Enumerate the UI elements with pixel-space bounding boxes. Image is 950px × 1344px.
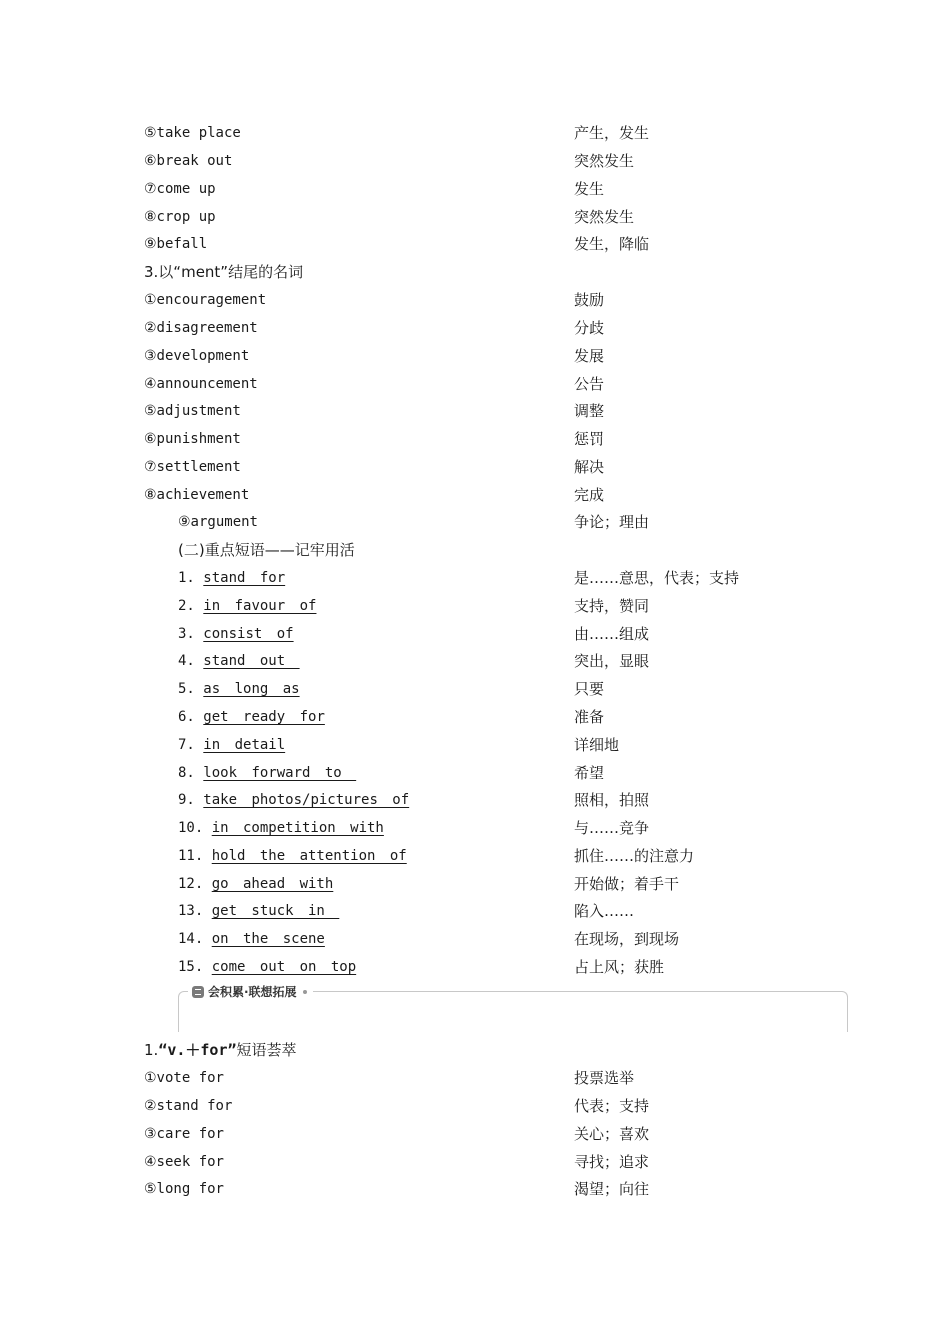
phrase-chinese: 是……意思，代表；支持 [574, 569, 740, 587]
phrase-number: 15. [178, 959, 212, 975]
vocab-chinese: 突然发生 [574, 208, 635, 226]
phrase-row [0, 953, 950, 981]
vocab-chinese: 完成 [574, 486, 605, 504]
phrase-english [178, 814, 384, 842]
phrase-answer: get ready for [203, 709, 325, 725]
phrase-chinese: 只要 [574, 680, 605, 698]
vocab-english: ⑥punishment [144, 431, 241, 447]
phrase-answer: consist of [203, 626, 294, 642]
vocab-chinese: 分歧 [574, 319, 605, 337]
section-title-text: 短语荟萃 [236, 1041, 297, 1059]
vocab-chinese: 关心；喜欢 [574, 1125, 650, 1143]
vocab-row [0, 1175, 950, 1203]
vocab-row [0, 481, 950, 509]
book-icon [192, 986, 204, 998]
vocab-english: ⑤adjustment [144, 403, 241, 419]
phrase-english [178, 731, 285, 759]
phrase-answer: in competition with [211, 820, 384, 836]
phrase-row [0, 675, 950, 703]
vocab-row [0, 230, 950, 258]
phrase-english [178, 675, 300, 703]
phrase-chinese: 由……组成 [574, 625, 650, 643]
phrase-english [178, 786, 409, 814]
vocab-row [0, 370, 950, 398]
phrase-answer: go ahead with [211, 876, 334, 892]
phrase-number: 4. [178, 653, 204, 669]
phrase-row [0, 786, 950, 814]
vocab-row [0, 147, 950, 175]
vocab-english: ②disagreement [144, 320, 258, 336]
vocab-chinese: 寻找；追求 [574, 1153, 650, 1171]
section-heading-row [0, 536, 950, 564]
vocab-row [0, 1092, 950, 1120]
phrase-row [0, 592, 950, 620]
vocab-chinese: 解决 [574, 458, 605, 476]
phrase-chinese: 占上风；获胜 [574, 958, 665, 976]
phrase-row [0, 897, 950, 925]
vocab-chinese: 代表；支持 [574, 1097, 650, 1115]
vocab-english: ⑤take place [144, 125, 241, 141]
phrase-row [0, 814, 950, 842]
phrase-english [178, 925, 325, 953]
vocab-chinese: 投票选举 [574, 1069, 635, 1087]
phrase-english [178, 842, 407, 870]
phrase-number: 5. [178, 681, 204, 697]
phrase-number: 9. [178, 792, 204, 808]
vocab-chinese: 争论；理由 [574, 513, 650, 531]
phrase-number: 10. [178, 820, 212, 836]
phrase-english [178, 870, 333, 898]
vocab-chinese: 发生 [574, 180, 605, 198]
phrase-chinese: 支持，赞同 [574, 597, 650, 615]
banner-label: 会积累·联想拓展 [208, 985, 297, 999]
vocab-chinese: 发生，降临 [574, 235, 650, 253]
phrase-chinese: 开始做；着手干 [574, 875, 680, 893]
phrase-chinese: 详细地 [574, 736, 620, 754]
dot-icon [303, 990, 307, 994]
phrase-row [0, 759, 950, 787]
vocab-chinese: 渴望；向往 [574, 1180, 650, 1198]
phrase-row [0, 925, 950, 953]
vocab-row [0, 314, 950, 342]
phrase-answer: stand out [203, 653, 300, 669]
section-title-number: 1. [144, 1041, 159, 1059]
vocab-english: ⑨argument [178, 514, 258, 530]
phrase-number: 8. [178, 765, 204, 781]
phrase-english [178, 759, 356, 787]
phrase-english [178, 897, 339, 925]
phrase-number: 3. [178, 626, 204, 642]
vocab-english: ⑤long for [144, 1181, 224, 1197]
vocab-english: ④announcement [144, 376, 258, 392]
phrase-answer: come out on top [211, 959, 357, 975]
vocab-chinese: 惩罚 [574, 430, 605, 448]
phrase-chinese: 希望 [574, 764, 605, 782]
vocab-english: ⑥break out [144, 153, 233, 169]
section-banner [178, 985, 848, 1033]
phrase-row [0, 870, 950, 898]
phrase-answer: take photos/pictures of [203, 792, 410, 808]
phrase-english [178, 620, 294, 648]
vocab-chinese: 突然发生 [574, 152, 635, 170]
phrase-answer: as long as [203, 681, 300, 697]
phrase-row [0, 842, 950, 870]
section-title-pattern: “v.＋for” [158, 1041, 237, 1059]
phrase-row [0, 564, 950, 592]
vocab-row [0, 1120, 950, 1148]
phrase-chinese: 抓住……的注意力 [574, 847, 695, 865]
section-title [144, 1036, 297, 1064]
vocab-chinese: 发展 [574, 347, 605, 365]
phrase-number: 6. [178, 709, 204, 725]
phrase-answer: on the scene [211, 931, 325, 947]
phrase-number: 1. [178, 570, 204, 586]
vocab-chinese: 公告 [574, 375, 605, 393]
vocab-chinese: 鼓励 [574, 291, 605, 309]
vocab-chinese: 调整 [574, 402, 605, 420]
phrase-chinese: 突出，显眼 [574, 652, 650, 670]
phrase-english [178, 953, 356, 981]
phrase-answer: get stuck in [211, 903, 340, 919]
phrase-row [0, 703, 950, 731]
vocab-english: ⑧achievement [144, 487, 250, 503]
section-heading-row [0, 1036, 950, 1064]
vocab-english: ③development [144, 348, 250, 364]
phrase-english [178, 647, 300, 675]
vocab-row [0, 1148, 950, 1176]
phrase-row [0, 620, 950, 648]
phrase-chinese: 在现场，到现场 [574, 930, 680, 948]
phrase-chinese: 与……竞争 [574, 819, 650, 837]
phrase-number: 12. [178, 876, 212, 892]
section-title: (二)重点短语——记牢用活 [178, 541, 355, 559]
vocab-row [0, 175, 950, 203]
vocab-english: ⑧crop up [144, 209, 216, 225]
vocab-row [0, 1064, 950, 1092]
vocab-english: ④seek for [144, 1154, 224, 1170]
phrase-row [0, 647, 950, 675]
vocab-row [0, 453, 950, 481]
phrase-number: 2. [178, 598, 204, 614]
phrase-number: 14. [178, 931, 212, 947]
vocab-english: ②stand for [144, 1098, 233, 1114]
vocab-row [0, 119, 950, 147]
phrase-number: 13. [178, 903, 212, 919]
vocab-chinese: 产生，发生 [574, 124, 650, 142]
phrase-english [178, 564, 285, 592]
vocab-english: ⑦come up [144, 181, 216, 197]
phrase-answer: hold the attention of [211, 848, 407, 864]
vocab-row [0, 397, 950, 425]
phrase-number: 11. [178, 848, 212, 864]
phrase-answer: stand for [203, 570, 286, 586]
phrase-english [178, 703, 325, 731]
phrase-chinese: 照相，拍照 [574, 791, 650, 809]
vocab-english: ①vote for [144, 1070, 224, 1086]
vocab-english: ⑨befall [144, 236, 208, 252]
vocab-english: ①encouragement [144, 292, 267, 308]
banner-tag [188, 985, 313, 999]
vocab-row [0, 286, 950, 314]
section-title: 3.以“ment”结尾的名词 [144, 263, 304, 281]
vocab-english: ③care for [144, 1126, 224, 1142]
section-heading-row [0, 258, 950, 286]
phrase-chinese: 陷入…… [574, 902, 635, 920]
phrase-english [178, 592, 316, 620]
vocab-row [0, 425, 950, 453]
vocab-english: ⑦settlement [144, 459, 241, 475]
phrase-answer: look forward to [203, 765, 357, 781]
phrase-number: 7. [178, 737, 204, 753]
phrase-chinese: 准备 [574, 708, 605, 726]
phrase-answer: in detail [203, 737, 286, 753]
phrase-answer: in favour of [203, 598, 317, 614]
phrase-row [0, 731, 950, 759]
vocab-row [0, 508, 950, 536]
vocab-row [0, 203, 950, 231]
vocab-row [0, 342, 950, 370]
